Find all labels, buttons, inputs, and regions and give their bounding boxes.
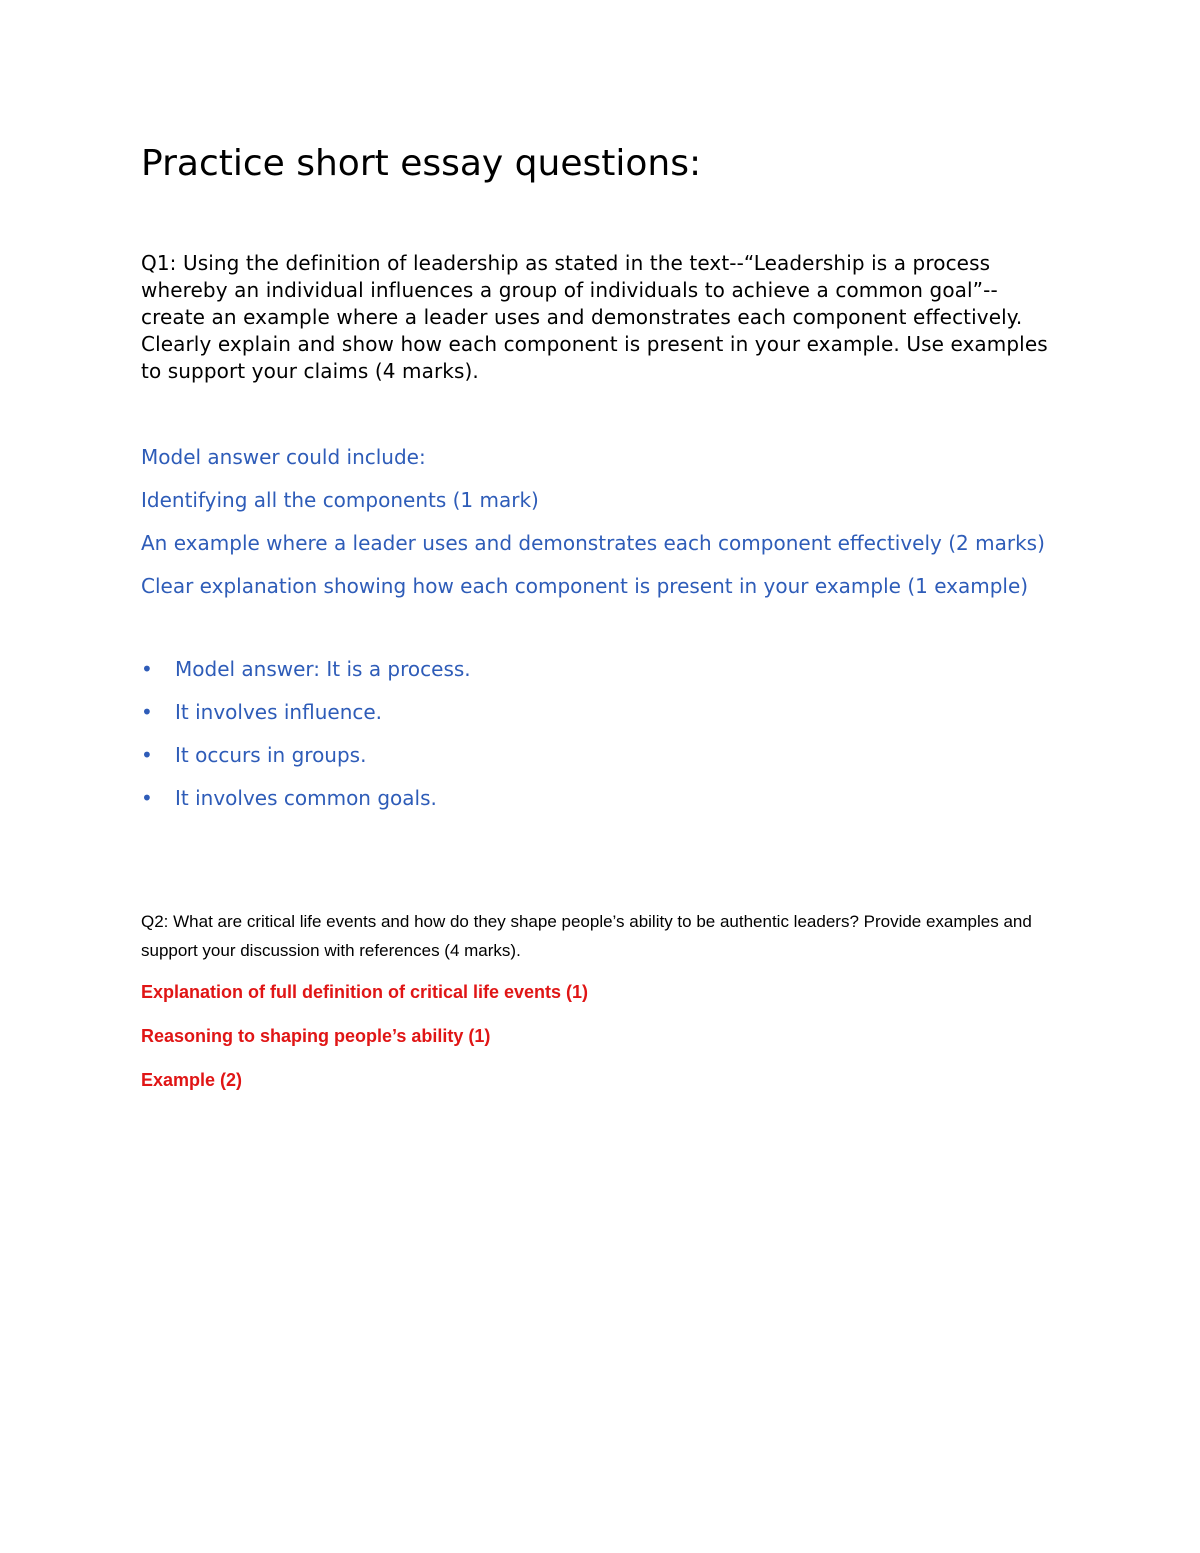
bullet-dot-icon: •	[141, 786, 153, 810]
question-1-bullet-list	[141, 656, 1061, 812]
marking-criterion: Explanation of full definition of critical life events (1)	[141, 982, 589, 1002]
bullet-dot-icon: •	[141, 700, 153, 724]
bullet-text: It occurs in groups.	[175, 743, 367, 767]
model-answer-criterion: Identifying all the components (1 mark)	[141, 488, 539, 512]
question-2-marking-guide	[141, 979, 1061, 1093]
bullet-item	[141, 699, 1061, 726]
bullet-item	[141, 785, 1061, 812]
bullet-dot-icon: •	[141, 657, 153, 681]
bullet-item	[141, 742, 1061, 769]
bullet-dot-icon: •	[141, 743, 153, 767]
model-answer-heading: Model answer could include:	[141, 445, 426, 469]
page-title: Practice short essay questions:	[141, 143, 702, 184]
model-answer-criterion: Clear explanation showing how each component is present in your example (1 example)	[141, 574, 1029, 598]
model-answer-criterion: An example where a leader uses and demonstrates each component effectively (2 marks)	[141, 531, 1045, 555]
marking-criterion: Example (2)	[141, 1070, 243, 1090]
question-1-text: Q1: Using the definition of leadership as stated in the text--“Leadership is a process whereby an individual influences a group of individuals to achieve a common goal”--create an example where a leader uses and demonstrates each component effectively. Clearly explain and show how each component is present in your example. Use examples to support your claims (4 marks).	[141, 251, 1048, 383]
document-content	[141, 138, 1061, 1111]
bullet-text: It involves influence.	[175, 700, 383, 724]
bullet-text: Model answer: It is a process.	[175, 657, 471, 681]
bullet-text: It involves common goals.	[175, 786, 437, 810]
bullet-item	[141, 656, 1061, 683]
question-2-text: Q2: What are critical life events and how do they shape people’s ability to be authentic leaders? Provide examples and support your discussion with references (4 marks).	[141, 912, 1032, 960]
question-1-model-answer	[141, 444, 1061, 600]
marking-criterion: Reasoning to shaping people’s ability (1)	[141, 1026, 491, 1046]
